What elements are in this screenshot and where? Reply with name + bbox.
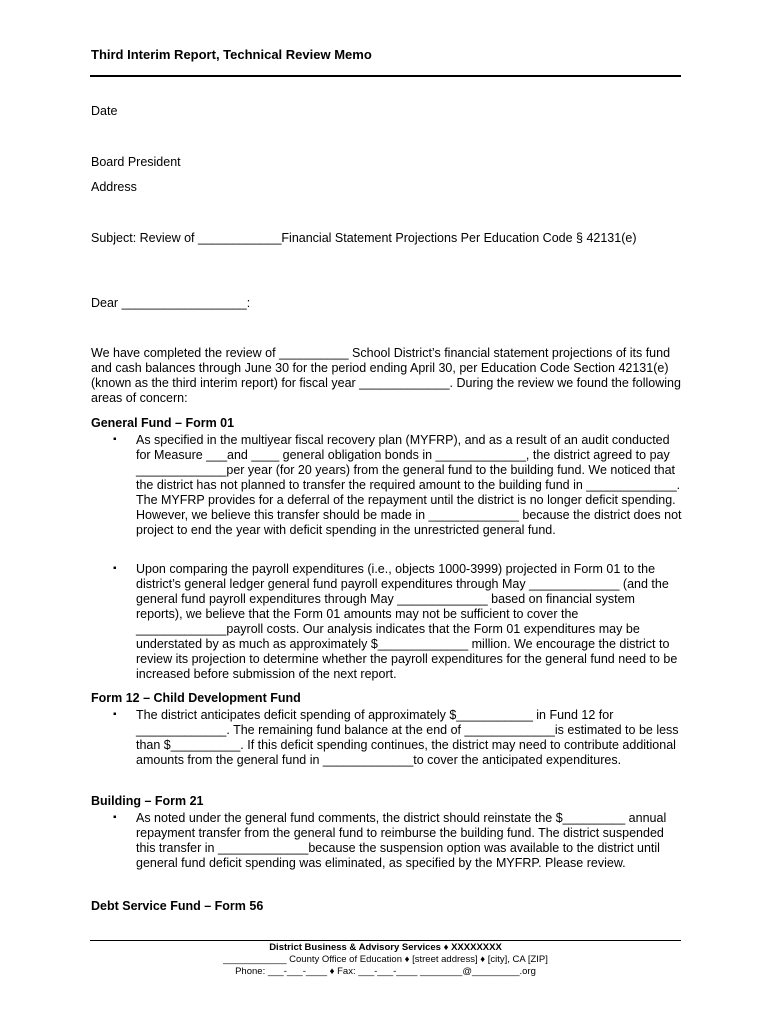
date-line: Date	[91, 104, 118, 118]
footer-org-line: District Business & Advisory Services ♦ XXXXXXXX	[269, 942, 502, 953]
general-fund-heading: General Fund – Form 01	[91, 416, 235, 430]
salutation-line: Dear __________________:	[91, 296, 251, 310]
recipient-line: Board President	[91, 155, 181, 169]
bullet-icon: ▪	[113, 434, 117, 445]
child-development-bullet-1: The district anticipates deficit spending of approximately $___________ in Fund 12 for _____________. The remaining fund balance at the end of _____________is estimated to be less than $__________. If this deficit spending continues, the district may need to contribute additional amounts from the general fund in _____________to cover the anticipated expenditures.	[136, 708, 679, 767]
header-divider	[90, 75, 681, 77]
bullet-icon: ▪	[113, 812, 117, 823]
debt-service-heading: Debt Service Fund – Form 56	[91, 899, 264, 913]
child-development-heading: Form 12 – Child Development Fund	[91, 691, 301, 705]
bullet-icon: ▪	[113, 709, 117, 720]
footer-contact-line: Phone: ___-___-____ ♦ Fax: ___-___-____ ________@_________.org	[235, 966, 536, 977]
address-line: Address	[91, 180, 137, 194]
general-fund-bullet-2: Upon comparing the payroll expenditures (i.e., objects 1000-3999) projected in Form 01 to the district’s general ledger general fund payroll expenditures through May _____________ (and the general fund payroll expenditures through May _____________ based on financial system reports), we believe that the Form 01 amounts may not be sufficient to cover the _____________payroll costs. Our analysis indicates that the Form 01 expenditures may be understated by as much as approximately $_____________ million. We encourage the district to review its projection to determine whether the payroll expenditures for the general fund need to be increased before submission of the next report.	[136, 562, 678, 681]
building-bullet-1: As noted under the general fund comments, the district should reinstate the $_________ annual repayment transfer from the general fund to reimburse the building fund. The district suspended this transfer in _____________because the suspension option was available to the district until general fund deficit spending was eliminated, as specified by the MYFRP. Please review.	[136, 811, 667, 870]
building-heading: Building – Form 21	[91, 794, 204, 808]
bullet-icon: ▪	[113, 563, 117, 574]
memo-title: Third Interim Report, Technical Review Memo	[91, 47, 372, 62]
subject-line: Subject: Review of ____________Financial Statement Projections Per Education Code § 42131(e)	[91, 231, 637, 245]
footer-address-line: ____________ County Office of Education ♦ [street address] ♦ [city], CA [ZIP]	[223, 954, 548, 965]
footer-divider	[90, 940, 681, 941]
intro-paragraph: We have completed the review of __________ School District’s financial statement projections of its fund and cash balances through June 30 for the period ending April 30, per Education Code Section 42131(e) (known as the third interim report) for fiscal year _____________. During the review we found the following areas of concern:	[91, 346, 681, 405]
general-fund-bullet-1: As specified in the multiyear fiscal recovery plan (MYFRP), and as a result of an audit conducted for Measure ___and ____ general obligation bonds in _____________, the district agreed to pay _____________per year (for 20 years) from the general fund to the building fund. We noticed that the district has not planned to transfer the required amount to the building fund in _____________. The MYFRP provides for a deferral of the repayment until the district is no longer deficit spending. However, we believe this transfer should be made in _____________ because the district does not project to end the year with deficit spending in the unrestricted general fund.	[136, 433, 682, 537]
